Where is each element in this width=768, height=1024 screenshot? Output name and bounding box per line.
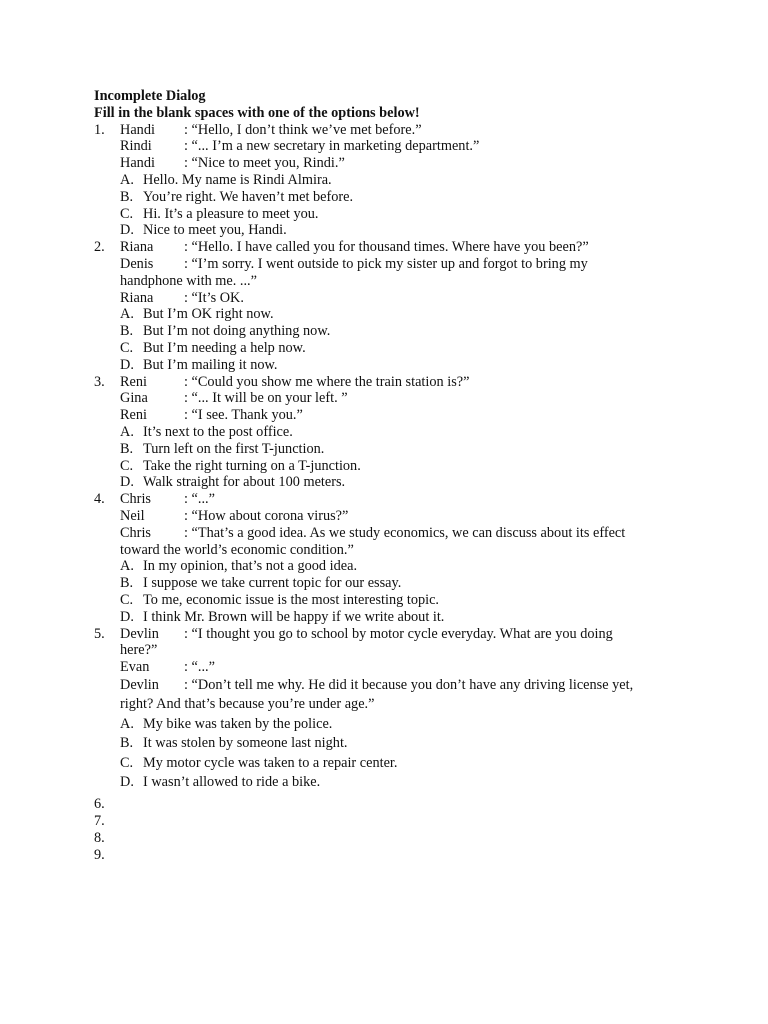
option-b xyxy=(120,441,674,458)
question-number: 2. xyxy=(94,239,105,256)
option-b xyxy=(120,323,674,340)
question-number: 4. xyxy=(94,491,105,508)
dialog-line xyxy=(120,155,674,172)
utterance: : “I thought you go to school by motor cycle everyday. What are you doing xyxy=(184,625,613,642)
option-text: Nice to meet you, Handi. xyxy=(143,222,287,239)
speaker: Handi xyxy=(120,121,155,138)
option-b xyxy=(120,734,674,753)
utterance: : “... I’m a new secretary in marketing department.” xyxy=(184,138,480,155)
option-letter: B. xyxy=(120,440,134,457)
option-text: To me, economic issue is the most interesting topic. xyxy=(143,591,440,608)
option-letter: B. xyxy=(120,323,134,340)
utterance: here?” xyxy=(120,642,158,659)
dialog-line xyxy=(120,256,674,273)
question-number: 5. xyxy=(94,625,105,642)
option-text: You’re right. We haven’t met before. xyxy=(143,188,354,205)
option-letter: D. xyxy=(120,773,134,790)
option-d xyxy=(120,474,674,491)
option-a xyxy=(120,424,674,441)
option-letter: B. xyxy=(120,735,134,752)
option-text: I wasn’t allowed to ride a bike. xyxy=(143,773,321,790)
option-text: But I’m not doing anything now. xyxy=(143,323,331,340)
option-text: I think Mr. Brown will be happy if we write about it. xyxy=(143,608,445,625)
instruction: Fill in the blank spaces with one of the options below! xyxy=(94,104,420,121)
dialog-continuation xyxy=(120,642,674,659)
option-text: My motor cycle was taken to a repair center. xyxy=(143,754,398,771)
option-letter: D. xyxy=(120,474,134,491)
question-5 xyxy=(94,626,674,793)
option-text: I suppose we take current topic for our essay. xyxy=(143,575,402,592)
option-letter: A. xyxy=(120,171,134,188)
dialog-line xyxy=(120,676,674,695)
option-a xyxy=(120,306,674,323)
question-3 xyxy=(94,374,674,492)
option-c xyxy=(120,206,674,223)
document-title: Incomplete Dialog xyxy=(94,88,206,104)
option-text: Hi. It’s a pleasure to meet you. xyxy=(143,205,319,222)
dialog-line xyxy=(120,374,674,391)
option-b xyxy=(120,575,674,592)
speaker: Devlin xyxy=(120,676,159,693)
speaker: Devlin xyxy=(120,625,159,642)
dialog-continuation xyxy=(120,695,674,714)
option-letter: A. xyxy=(120,423,134,440)
option-letter: C. xyxy=(120,457,134,474)
option-text: Hello. My name is Rindi Almira. xyxy=(143,171,332,188)
option-text: My bike was taken by the police. xyxy=(143,715,333,732)
speaker: Rindi xyxy=(120,138,152,155)
option-c xyxy=(120,592,674,609)
option-letter: C. xyxy=(120,754,134,771)
dialog-line xyxy=(120,491,674,508)
speaker: Riana xyxy=(120,239,154,256)
question-number: 1. xyxy=(94,121,105,138)
option-letter: B. xyxy=(120,575,134,592)
dialog-line xyxy=(120,138,674,155)
option-letter: B. xyxy=(120,188,134,205)
document-page xyxy=(94,88,674,864)
option-text: It was stolen by someone last night. xyxy=(143,735,348,752)
option-a xyxy=(120,715,674,734)
speaker: Reni xyxy=(120,407,148,424)
option-letter: A. xyxy=(120,306,134,323)
utterance: : “Nice to meet you, Rindi.” xyxy=(184,155,345,172)
option-d xyxy=(120,357,674,374)
option-letter: D. xyxy=(120,222,134,239)
utterance: : “...” xyxy=(184,659,215,676)
utterance: : “Hello. I have called you for thousand times. Where have you been?” xyxy=(184,239,589,256)
option-c xyxy=(120,754,674,773)
option-letter: C. xyxy=(120,591,134,608)
option-d xyxy=(120,609,674,626)
speaker: Reni xyxy=(120,373,148,390)
option-letter: D. xyxy=(120,608,134,625)
utterance: : “I’m sorry. I went outside to pick my sister up and forgot to bring my xyxy=(184,255,588,272)
empty-item-6: 6. xyxy=(94,796,105,813)
option-c xyxy=(120,340,674,357)
dialog-line xyxy=(120,239,674,256)
option-c xyxy=(120,458,674,475)
utterance: : “Hello, I don’t think we’ve met before.” xyxy=(184,121,422,138)
speaker: Denis xyxy=(120,255,154,272)
option-text: It’s next to the post office. xyxy=(143,423,293,440)
option-text: Walk straight for about 100 meters. xyxy=(143,474,346,491)
utterance: right? And that’s because you’re under age.” xyxy=(120,696,375,713)
dialog-line xyxy=(120,508,674,525)
utterance: : “Could you show me where the train station is?” xyxy=(184,373,470,390)
option-text: But I’m mailing it now. xyxy=(143,356,278,373)
dialog-continuation xyxy=(120,273,674,290)
empty-item-9: 9. xyxy=(94,846,105,863)
utterance: : “It’s OK. xyxy=(184,289,244,306)
utterance: toward the world’s economic condition.” xyxy=(120,541,354,558)
empty-item-8: 8. xyxy=(94,829,105,846)
question-number: 3. xyxy=(94,373,105,390)
option-a xyxy=(120,172,674,189)
option-d xyxy=(120,222,674,239)
dialog-continuation xyxy=(120,542,674,559)
option-a xyxy=(120,558,674,575)
option-letter: A. xyxy=(120,558,134,575)
question-4 xyxy=(94,491,674,625)
dialog-line xyxy=(120,659,674,676)
option-text: But I’m needing a help now. xyxy=(143,339,306,356)
question-2 xyxy=(94,239,674,373)
dialog-line xyxy=(120,407,674,424)
option-b xyxy=(120,189,674,206)
option-text: Turn left on the first T-junction. xyxy=(143,440,325,457)
dialog-line xyxy=(120,290,674,307)
utterance: : “... It will be on your left. ” xyxy=(184,390,348,407)
empty-item-7: 7. xyxy=(94,813,105,830)
option-letter: A. xyxy=(120,715,134,732)
option-text: But I’m OK right now. xyxy=(143,306,274,323)
question-1 xyxy=(94,122,674,240)
option-letter: C. xyxy=(120,339,134,356)
speaker: Chris xyxy=(120,491,151,508)
dialog-line xyxy=(120,626,674,643)
utterance: : “I see. Thank you.” xyxy=(184,407,303,424)
dialog-line xyxy=(120,525,674,542)
speaker: Riana xyxy=(120,289,154,306)
option-letter: D. xyxy=(120,356,134,373)
utterance: : “...” xyxy=(184,491,215,508)
dialog-line xyxy=(120,390,674,407)
option-d xyxy=(120,773,674,792)
utterance: : “That’s a good idea. As we study economics, we can discuss about its effect xyxy=(184,524,626,541)
utterance: : “How about corona virus?” xyxy=(184,507,349,524)
utterance: handphone with me. ...” xyxy=(120,272,257,289)
option-text: Take the right turning on a T-junction. xyxy=(143,457,361,474)
speaker: Neil xyxy=(120,507,145,524)
speaker: Chris xyxy=(120,524,151,541)
speaker: Evan xyxy=(120,659,150,676)
dialog-line xyxy=(120,122,674,139)
speaker: Handi xyxy=(120,155,155,172)
speaker: Gina xyxy=(120,390,148,407)
option-text: In my opinion, that’s not a good idea. xyxy=(143,558,358,575)
utterance: : “Don’t tell me why. He did it because you don’t have any driving license yet, xyxy=(184,676,634,693)
option-letter: C. xyxy=(120,205,134,222)
